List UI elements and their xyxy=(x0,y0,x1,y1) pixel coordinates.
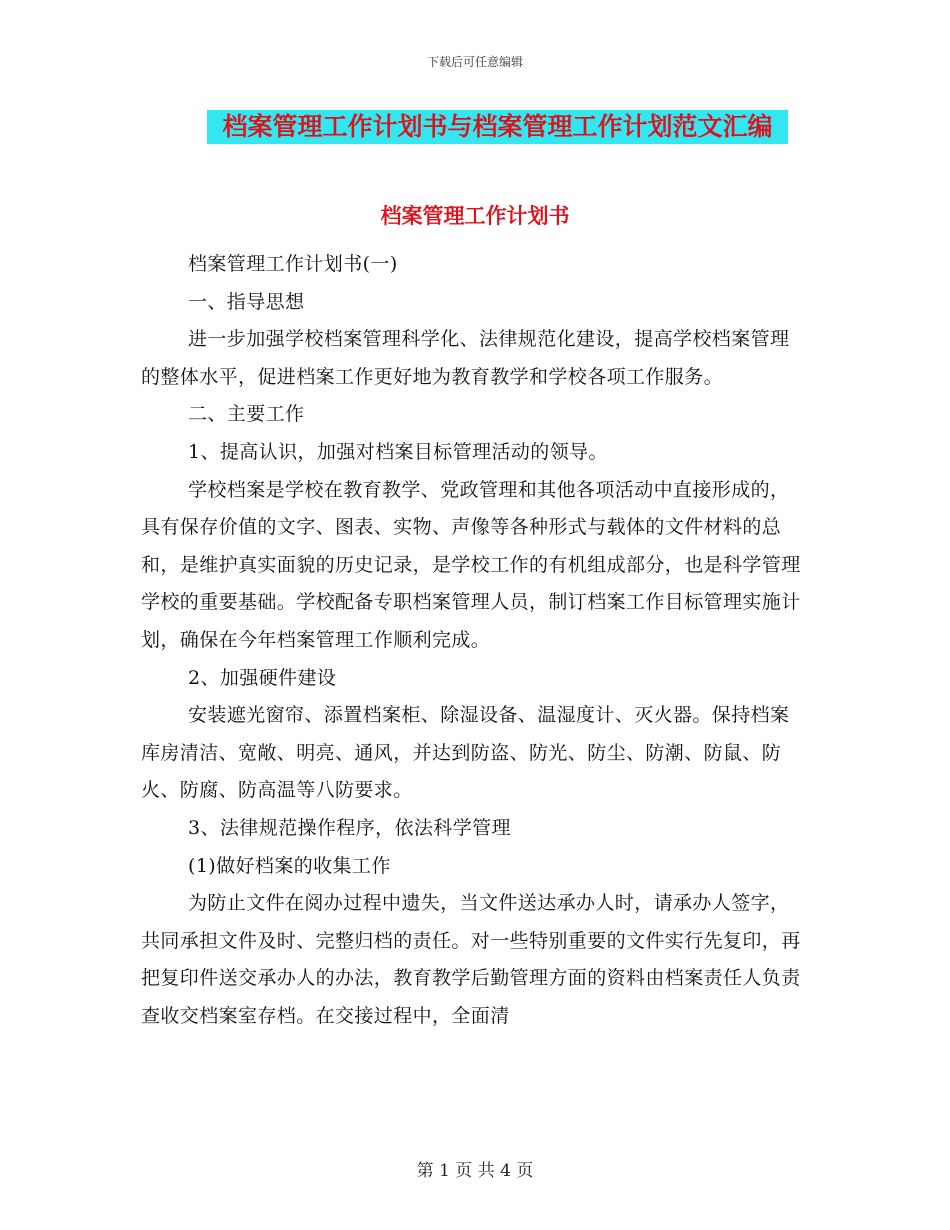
paragraph: 为防止文件在阅办过程中遗失，当文件送达承办人时，请承办人签字，共同承担文件及时、完整归档的责任。对一些特别重要的文件实行先复印，再把复印件送交承办人的办法，教育教学后勤管理方面的资料由档案责任人负责查收交档案室存档。在交接过程中，全面清 xyxy=(141,892,801,1027)
paragraph: 2、加强硬件建设 xyxy=(188,666,337,689)
paragraph: 安装遮光窗帘、添置档案柜、除湿设备、温湿度计、灭火器。保持档案库房清洁、宽敞、明亮、通风，并达到防盗、防光、防尘、防潮、防鼠、防火、防腐、防高温等八防要求。 xyxy=(141,704,790,802)
paragraph: 二、主要工作 xyxy=(188,403,305,426)
paragraph: 进一步加强学校档案管理科学化、法律规范化建设，提高学校档案管理的整体水平，促进档案工作更好地为教育教学和学校各项工作服务。 xyxy=(141,328,790,388)
paragraph: 1、提高认识，加强对档案目标管理活动的领导。 xyxy=(188,440,608,463)
paragraph: 3、法律规范操作程序，依法科学管理 xyxy=(188,816,511,839)
document-title: 档案管理工作计划书与档案管理工作计划范文汇编 xyxy=(207,110,788,144)
header-note: 下载后可任意编辑 xyxy=(426,55,523,69)
document-body xyxy=(141,246,805,1035)
page-number: 第 1 页 共 4 页 xyxy=(416,1161,534,1181)
paragraph: 档案管理工作计划书(一) xyxy=(188,253,398,275)
paragraph: 学校档案是学校在教育教学、党政管理和其他各项活动中直接形成的，具有保存价值的文字、图表、实物、声像等各种形式与载体的文件材料的总和，是维护真实面貌的历史记录，是学校工作的有机组成部分，也是科学管理学校的重要基础。学校配备专职档案管理人员，制订档案工作目标管理实施计划，确保在今年档案管理工作顺利完成。 xyxy=(141,478,801,651)
paragraph: 一、指导思想 xyxy=(188,290,305,313)
paragraph: (1)做好档案的收集工作 xyxy=(188,854,391,877)
section-title: 档案管理工作计划书 xyxy=(380,204,570,228)
